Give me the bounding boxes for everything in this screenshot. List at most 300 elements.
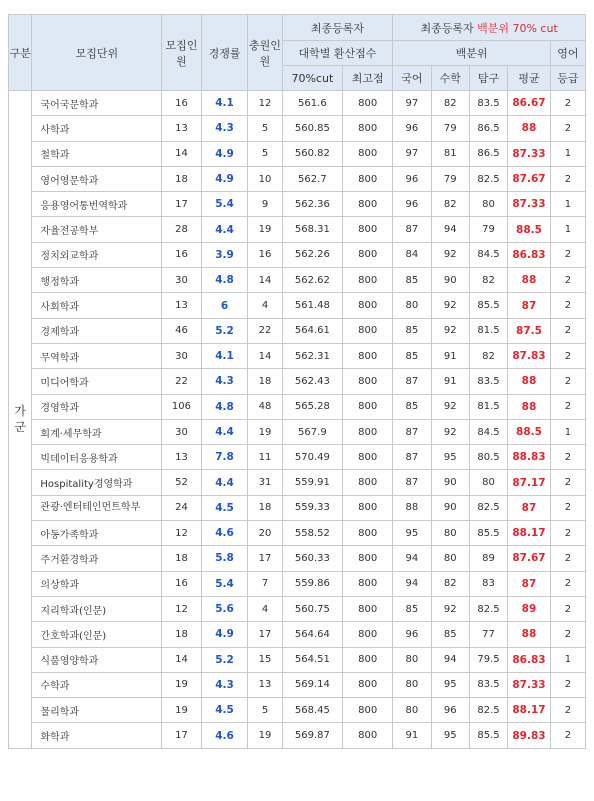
cut70-cell: 570.49 <box>282 445 343 470</box>
rate-cell: 4.4 <box>201 217 248 242</box>
inquiry-cell: 82.5 <box>469 166 507 191</box>
table-row <box>9 192 586 217</box>
math-cell: 80 <box>431 521 469 546</box>
unit-cell: 무역학과 <box>32 343 162 368</box>
extra-cell: 18 <box>248 495 282 520</box>
korean-cell: 85 <box>393 268 431 293</box>
korean-cell: 87 <box>393 470 431 495</box>
rate-cell: 5.4 <box>201 192 248 217</box>
unit-header: 모집단위 <box>32 15 162 91</box>
unit-cell: 미디어학과 <box>32 369 162 394</box>
inquiry-cell: 82 <box>469 343 507 368</box>
table-row <box>9 470 586 495</box>
english-grade-cell: 2 <box>550 495 585 520</box>
recruit-cell: 106 <box>162 394 201 419</box>
extra-cell: 14 <box>248 268 282 293</box>
cut70-cell: 560.82 <box>282 141 343 166</box>
korean-cell: 87 <box>393 369 431 394</box>
max-score-cell: 800 <box>343 318 393 343</box>
english-grade-cell: 2 <box>550 242 585 267</box>
english-grade-cell: 2 <box>550 369 585 394</box>
unit-cell: 경제학과 <box>32 318 162 343</box>
math-cell: 94 <box>431 647 469 672</box>
max-score-cell: 800 <box>343 343 393 368</box>
unit-cell: 물리학과 <box>32 698 162 723</box>
cut70-cell: 568.31 <box>282 217 343 242</box>
max-score-cell: 800 <box>343 166 393 191</box>
english-grade-cell: 2 <box>550 91 585 116</box>
inquiry-cell: 82.5 <box>469 495 507 520</box>
recruit-cell: 18 <box>162 546 201 571</box>
korean-cell: 94 <box>393 571 431 596</box>
english-grade-cell: 2 <box>550 116 585 141</box>
recruit-cell: 19 <box>162 672 201 697</box>
average-cell: 88.5 <box>508 217 551 242</box>
english-grade-cell: 2 <box>550 293 585 318</box>
cut70-cell: 562.62 <box>282 268 343 293</box>
table-row <box>9 242 586 267</box>
extra-cell: 16 <box>248 242 282 267</box>
max-score-cell: 800 <box>343 91 393 116</box>
math-cell: 96 <box>431 698 469 723</box>
average-cell: 87 <box>508 571 551 596</box>
english-grade-cell: 2 <box>550 672 585 697</box>
inquiry-cell: 80.5 <box>469 445 507 470</box>
korean-cell: 96 <box>393 622 431 647</box>
extra-cell: 12 <box>248 91 282 116</box>
korean-cell: 95 <box>393 521 431 546</box>
math-cell: 92 <box>431 394 469 419</box>
recruit-cell: 52 <box>162 470 201 495</box>
extra-cell: 18 <box>248 369 282 394</box>
recruit-cell: 17 <box>162 723 201 748</box>
unit-cell: 자율전공학부 <box>32 217 162 242</box>
unit-cell: 행정학과 <box>32 268 162 293</box>
unit-cell: 의상학과 <box>32 571 162 596</box>
korean-cell: 88 <box>393 495 431 520</box>
korean-cell: 87 <box>393 419 431 444</box>
cut70-header: 70%cut <box>282 66 343 91</box>
unit-cell: 사회학과 <box>32 293 162 318</box>
english-grade-cell: 2 <box>550 343 585 368</box>
recruit-cell: 19 <box>162 698 201 723</box>
math-cell: 79 <box>431 116 469 141</box>
rate-cell: 4.1 <box>201 91 248 116</box>
max-score-cell: 800 <box>343 571 393 596</box>
max-score-cell: 800 <box>343 369 393 394</box>
rate-cell: 7.8 <box>201 445 248 470</box>
cut70-cell: 560.33 <box>282 546 343 571</box>
average-cell: 86.67 <box>508 91 551 116</box>
table-row <box>9 369 586 394</box>
max-score-cell: 800 <box>343 546 393 571</box>
inquiry-cell: 82 <box>469 268 507 293</box>
cut70-cell: 564.61 <box>282 318 343 343</box>
max-score-cell: 800 <box>343 242 393 267</box>
english-grade-cell: 1 <box>550 141 585 166</box>
average-cell: 88.17 <box>508 521 551 546</box>
average-cell: 89.83 <box>508 723 551 748</box>
max-score-cell: 800 <box>343 116 393 141</box>
extra-cell: 17 <box>248 622 282 647</box>
math-cell: 94 <box>431 217 469 242</box>
rate-cell: 4.8 <box>201 268 248 293</box>
inquiry-cell: 83.5 <box>469 672 507 697</box>
rate-cell: 3.9 <box>201 242 248 267</box>
extra-cell: 13 <box>248 672 282 697</box>
unit-cell: 회계·세무학과 <box>32 419 162 444</box>
extra-header: 충원인원 <box>248 15 282 91</box>
korean-cell: 80 <box>393 672 431 697</box>
recruit-cell: 13 <box>162 293 201 318</box>
max-score-cell: 800 <box>343 217 393 242</box>
english-grade-cell: 2 <box>550 470 585 495</box>
average-cell: 87.33 <box>508 672 551 697</box>
korean-cell: 96 <box>393 166 431 191</box>
cut70-cell: 567.9 <box>282 419 343 444</box>
table-row <box>9 622 586 647</box>
rate-cell: 5.2 <box>201 318 248 343</box>
english-grade-cell: 2 <box>550 318 585 343</box>
math-cell: 95 <box>431 445 469 470</box>
table-row <box>9 445 586 470</box>
unit-cell: 간호학과(인문) <box>32 622 162 647</box>
grade-header: 등급 <box>550 66 585 91</box>
math-cell: 85 <box>431 622 469 647</box>
average-cell: 88 <box>508 622 551 647</box>
unit-cell: 정치외교학과 <box>32 242 162 267</box>
inquiry-cell: 81.5 <box>469 394 507 419</box>
rate-cell: 4.6 <box>201 723 248 748</box>
math-cell: 90 <box>431 470 469 495</box>
average-cell: 86.83 <box>508 647 551 672</box>
rate-cell: 4.3 <box>201 369 248 394</box>
percentile-cut-header: 최종등록자 백분위 70% cut <box>393 15 586 41</box>
unit-cell: 빅데이터응용학과 <box>32 445 162 470</box>
korean-cell: 97 <box>393 141 431 166</box>
max-score-cell: 800 <box>343 445 393 470</box>
max-score-cell: 800 <box>343 698 393 723</box>
cut70-cell: 564.51 <box>282 647 343 672</box>
cut70-cell: 559.86 <box>282 571 343 596</box>
rate-cell: 4.5 <box>201 698 248 723</box>
average-cell: 88 <box>508 268 551 293</box>
average-cell: 87 <box>508 293 551 318</box>
rate-cell: 4.9 <box>201 166 248 191</box>
inquiry-cell: 83.5 <box>469 369 507 394</box>
korean-cell: 85 <box>393 343 431 368</box>
average-cell: 87.33 <box>508 141 551 166</box>
korean-cell: 94 <box>393 546 431 571</box>
cut70-cell: 562.7 <box>282 166 343 191</box>
english-grade-cell: 1 <box>550 217 585 242</box>
inquiry-header: 탐구 <box>469 66 507 91</box>
extra-cell: 48 <box>248 394 282 419</box>
math-cell: 95 <box>431 672 469 697</box>
inquiry-cell: 84.5 <box>469 242 507 267</box>
cut70-cell: 564.64 <box>282 622 343 647</box>
max-score-cell: 800 <box>343 596 393 621</box>
extra-cell: 10 <box>248 166 282 191</box>
average-cell: 87.83 <box>508 343 551 368</box>
unit-cell: 지리학과(인문) <box>32 596 162 621</box>
final-registrant-header: 최종등록자 <box>282 15 393 41</box>
table-row <box>9 546 586 571</box>
average-cell: 88.5 <box>508 419 551 444</box>
recruit-cell: 18 <box>162 166 201 191</box>
korean-cell: 85 <box>393 318 431 343</box>
recruit-cell: 46 <box>162 318 201 343</box>
average-cell: 88.17 <box>508 698 551 723</box>
inquiry-cell: 79 <box>469 217 507 242</box>
table-row <box>9 166 586 191</box>
cut70-cell: 569.87 <box>282 723 343 748</box>
average-cell: 87.5 <box>508 318 551 343</box>
english-grade-cell: 2 <box>550 546 585 571</box>
inquiry-cell: 89 <box>469 546 507 571</box>
english-header: 영어 <box>550 41 585 66</box>
inquiry-cell: 82.5 <box>469 596 507 621</box>
korean-cell: 97 <box>393 91 431 116</box>
recruit-cell: 14 <box>162 647 201 672</box>
inquiry-cell: 83.5 <box>469 91 507 116</box>
rate-cell: 4.1 <box>201 343 248 368</box>
recruit-cell: 18 <box>162 622 201 647</box>
english-grade-cell: 2 <box>550 445 585 470</box>
rate-cell: 4.4 <box>201 419 248 444</box>
extra-cell: 19 <box>248 217 282 242</box>
average-cell: 88 <box>508 394 551 419</box>
max-score-cell: 800 <box>343 470 393 495</box>
english-grade-cell: 2 <box>550 571 585 596</box>
table-row <box>9 394 586 419</box>
group-label: 가군 <box>9 91 32 749</box>
table-row <box>9 318 586 343</box>
math-cell: 92 <box>431 419 469 444</box>
table-row <box>9 672 586 697</box>
inquiry-cell: 82.5 <box>469 698 507 723</box>
korean-cell: 84 <box>393 242 431 267</box>
extra-cell: 4 <box>248 293 282 318</box>
cut70-cell: 562.36 <box>282 192 343 217</box>
table-row <box>9 723 586 748</box>
recruit-cell: 16 <box>162 91 201 116</box>
recruit-cell: 22 <box>162 369 201 394</box>
recruit-cell: 30 <box>162 343 201 368</box>
cut70-cell: 562.43 <box>282 369 343 394</box>
unit-cell: 경영학과 <box>32 394 162 419</box>
recruit-cell: 16 <box>162 242 201 267</box>
rate-header: 경쟁률 <box>201 15 248 91</box>
english-grade-cell: 2 <box>550 596 585 621</box>
unit-cell: 영어영문학과 <box>32 166 162 191</box>
korean-cell: 80 <box>393 698 431 723</box>
cut70-cell: 560.85 <box>282 116 343 141</box>
korean-cell: 91 <box>393 723 431 748</box>
english-grade-cell: 2 <box>550 521 585 546</box>
average-header: 평균 <box>508 66 551 91</box>
unit-cell: 식품영양학과 <box>32 647 162 672</box>
inquiry-cell: 80 <box>469 470 507 495</box>
recruit-cell: 13 <box>162 116 201 141</box>
math-header: 수학 <box>431 66 469 91</box>
math-cell: 80 <box>431 546 469 571</box>
extra-cell: 31 <box>248 470 282 495</box>
unit-cell: 화학과 <box>32 723 162 748</box>
extra-cell: 5 <box>248 141 282 166</box>
table-row <box>9 596 586 621</box>
cut70-cell: 562.26 <box>282 242 343 267</box>
inquiry-cell: 83 <box>469 571 507 596</box>
max-score-cell: 800 <box>343 647 393 672</box>
extra-cell: 5 <box>248 698 282 723</box>
inquiry-cell: 85.5 <box>469 293 507 318</box>
table-row <box>9 419 586 444</box>
table-body <box>9 91 586 749</box>
korean-cell: 96 <box>393 192 431 217</box>
recruit-cell: 12 <box>162 521 201 546</box>
rate-cell: 4.4 <box>201 470 248 495</box>
math-cell: 91 <box>431 343 469 368</box>
max-score-cell: 800 <box>343 622 393 647</box>
rate-cell: 4.9 <box>201 141 248 166</box>
admission-results-table <box>8 14 586 749</box>
recruit-cell: 12 <box>162 596 201 621</box>
table-row <box>9 343 586 368</box>
math-cell: 92 <box>431 242 469 267</box>
recruit-cell: 30 <box>162 419 201 444</box>
table-row <box>9 116 586 141</box>
table-row <box>9 698 586 723</box>
average-cell: 88.83 <box>508 445 551 470</box>
inquiry-cell: 84.5 <box>469 419 507 444</box>
rate-cell: 5.8 <box>201 546 248 571</box>
extra-cell: 20 <box>248 521 282 546</box>
max-score-cell: 800 <box>343 192 393 217</box>
rate-cell: 4.5 <box>201 495 248 520</box>
average-cell: 87 <box>508 495 551 520</box>
rate-cell: 6 <box>201 293 248 318</box>
cut70-cell: 559.91 <box>282 470 343 495</box>
math-cell: 95 <box>431 723 469 748</box>
unit-cell: 철학과 <box>32 141 162 166</box>
recruit-header: 모집인원 <box>162 15 201 91</box>
math-cell: 82 <box>431 571 469 596</box>
rate-cell: 4.6 <box>201 521 248 546</box>
extra-cell: 11 <box>248 445 282 470</box>
recruit-cell: 17 <box>162 192 201 217</box>
cut70-cell: 561.6 <box>282 91 343 116</box>
cut70-cell: 561.48 <box>282 293 343 318</box>
inquiry-cell: 80 <box>469 192 507 217</box>
korean-cell: 80 <box>393 647 431 672</box>
korean-cell: 87 <box>393 445 431 470</box>
unit-cell: Hospitality경영학과 <box>32 470 162 495</box>
rate-cell: 4.3 <box>201 672 248 697</box>
average-cell: 86.83 <box>508 242 551 267</box>
english-grade-cell: 2 <box>550 698 585 723</box>
average-cell: 87.33 <box>508 192 551 217</box>
average-cell: 88 <box>508 369 551 394</box>
math-cell: 81 <box>431 141 469 166</box>
korean-header: 국어 <box>393 66 431 91</box>
extra-cell: 15 <box>248 647 282 672</box>
table-row <box>9 91 586 116</box>
extra-cell: 19 <box>248 723 282 748</box>
korean-cell: 85 <box>393 394 431 419</box>
average-cell: 89 <box>508 596 551 621</box>
cut70-cell: 565.28 <box>282 394 343 419</box>
cut70-cell: 560.75 <box>282 596 343 621</box>
english-grade-cell: 2 <box>550 394 585 419</box>
english-grade-cell: 2 <box>550 723 585 748</box>
korean-cell: 96 <box>393 116 431 141</box>
rate-cell: 5.4 <box>201 571 248 596</box>
math-cell: 90 <box>431 495 469 520</box>
table-row <box>9 293 586 318</box>
inquiry-cell: 85.5 <box>469 723 507 748</box>
recruit-cell: 13 <box>162 445 201 470</box>
recruit-cell: 24 <box>162 495 201 520</box>
top-strip <box>0 0 594 14</box>
unit-cell: 응용영어통번역학과 <box>32 192 162 217</box>
max-score-cell: 800 <box>343 521 393 546</box>
english-grade-cell: 1 <box>550 419 585 444</box>
max-score-cell: 800 <box>343 394 393 419</box>
math-cell: 92 <box>431 596 469 621</box>
unit-cell: 국어국문학과 <box>32 91 162 116</box>
cut70-cell: 569.14 <box>282 672 343 697</box>
extra-cell: 5 <box>248 116 282 141</box>
rate-cell: 4.8 <box>201 394 248 419</box>
unit-cell: 주거환경학과 <box>32 546 162 571</box>
inquiry-cell: 79.5 <box>469 647 507 672</box>
max-score-cell: 800 <box>343 495 393 520</box>
cut70-cell: 562.31 <box>282 343 343 368</box>
rate-cell: 4.3 <box>201 116 248 141</box>
math-cell: 92 <box>431 293 469 318</box>
max-score-cell: 800 <box>343 141 393 166</box>
percentile-header: 백분위 <box>393 41 551 66</box>
english-grade-cell: 1 <box>550 647 585 672</box>
english-grade-cell: 2 <box>550 166 585 191</box>
unit-cell: 관광·엔터테인먼트학부 <box>32 495 162 520</box>
max-score-cell: 800 <box>343 419 393 444</box>
korean-cell: 87 <box>393 217 431 242</box>
rate-cell: 5.2 <box>201 647 248 672</box>
max-score-header: 최고점 <box>343 66 393 91</box>
converted-score-header: 대학별 환산점수 <box>282 41 393 66</box>
extra-cell: 19 <box>248 419 282 444</box>
average-cell: 87.67 <box>508 546 551 571</box>
max-score-cell: 800 <box>343 723 393 748</box>
gubun-header: 구분 <box>9 15 32 91</box>
table-row <box>9 268 586 293</box>
table-row <box>9 495 586 520</box>
korean-cell: 80 <box>393 293 431 318</box>
math-cell: 79 <box>431 166 469 191</box>
inquiry-cell: 85.5 <box>469 521 507 546</box>
cut70-cell: 558.52 <box>282 521 343 546</box>
average-cell: 88 <box>508 116 551 141</box>
table-row <box>9 141 586 166</box>
math-cell: 82 <box>431 91 469 116</box>
inquiry-cell: 86.5 <box>469 141 507 166</box>
extra-cell: 7 <box>248 571 282 596</box>
table-row <box>9 571 586 596</box>
average-cell: 87.17 <box>508 470 551 495</box>
average-cell: 87.67 <box>508 166 551 191</box>
